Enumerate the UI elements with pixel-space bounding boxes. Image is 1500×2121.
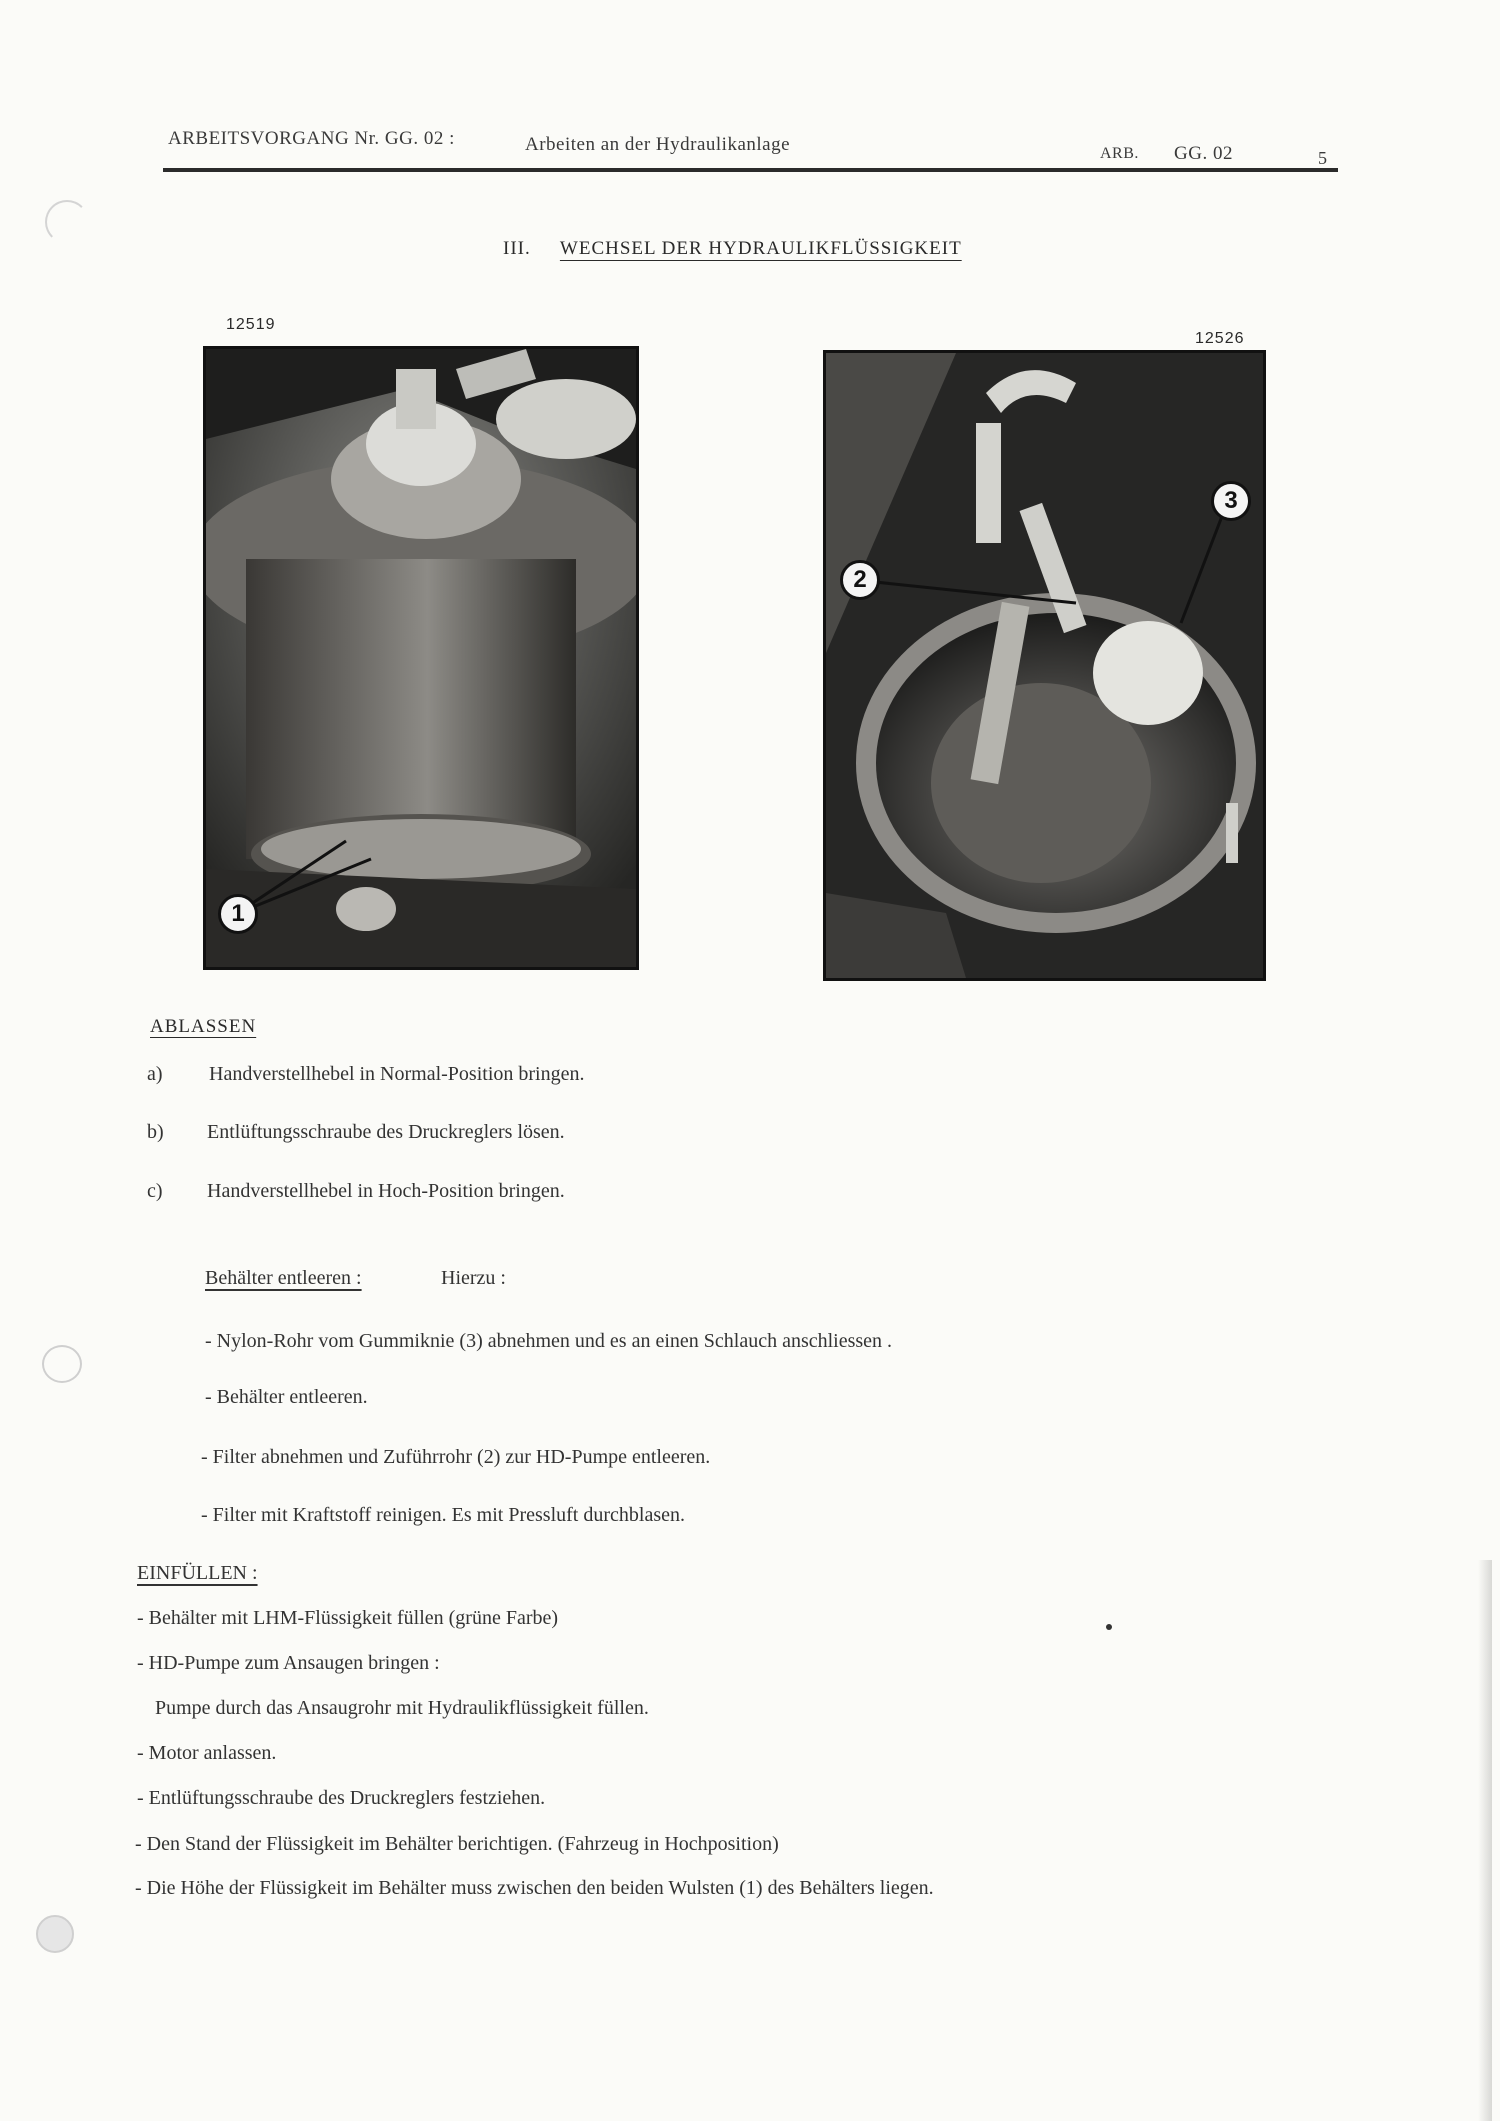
page-number: 5	[1318, 148, 1328, 168]
ablassen-heading: ABLASSEN	[150, 1016, 257, 1037]
behaelter-item-3: - Filter abnehmen und Zuführrohr (2) zur HD-Pumpe entleeren.	[201, 1446, 711, 1468]
behaelter-hint: Hierzu :	[441, 1267, 506, 1289]
ink-dot	[1106, 1624, 1112, 1630]
einfuellen-item-2: - HD-Pumpe zum Ansaugen bringen :	[137, 1652, 440, 1674]
punch-hole-mark-middle	[42, 1345, 82, 1383]
reservoir-top-illustration	[826, 353, 1263, 978]
section-heading: WECHSEL DER HYDRAULIKFLÜSSIGKEIT	[559, 238, 962, 259]
einfuellen-item-3: Pumpe durch das Ansaugrohr mit Hydraulikflüssigkeit füllen.	[155, 1697, 649, 1719]
arb-code: GG. 02	[1174, 143, 1233, 164]
punch-hole-mark-top	[45, 200, 89, 244]
callout-2: 2	[840, 560, 880, 600]
scan-edge-shadow	[1478, 1560, 1492, 2121]
einfuellen-item-5: - Entlüftungsschraube des Druckreglers festziehen.	[137, 1787, 546, 1809]
photo-reservoir-side	[203, 346, 639, 970]
step-b-text: Entlüftungsschraube des Druckreglers lösen.	[207, 1121, 565, 1143]
step-a-letter: a)	[147, 1063, 163, 1085]
callout-1: 1	[218, 894, 258, 934]
header-rule	[163, 168, 1338, 172]
arb-label: ARB.	[1100, 145, 1139, 162]
einfuellen-item-4: - Motor anlassen.	[137, 1742, 277, 1764]
einfuellen-item-6: - Den Stand der Flüssigkeit im Behälter berichtigen. (Fahrzeug in Hochposition)	[135, 1833, 779, 1855]
section-numeral: III.	[503, 238, 531, 259]
section-title	[503, 238, 962, 260]
callout-3: 3	[1211, 481, 1251, 521]
step-c-text: Handverstellhebel in Hoch-Position bringen.	[207, 1180, 565, 1202]
operation-number: ARBEITSVORGANG Nr. GG. 02 :	[168, 128, 455, 149]
einfuellen-item-7: - Die Höhe der Flüssigkeit im Behälter muss zwischen den beiden Wulsten (1) des Behälters liegen.	[135, 1877, 934, 1899]
reservoir-side-illustration	[206, 349, 636, 967]
step-c-letter: c)	[147, 1180, 163, 1202]
einfuellen-heading: EINFÜLLEN :	[137, 1562, 258, 1584]
operation-subject: Arbeiten an der Hydraulikanlage	[525, 134, 791, 155]
behaelter-label: Behälter entleeren :	[205, 1267, 362, 1289]
behaelter-item-4: - Filter mit Kraftstoff reinigen. Es mit Pressluft durchblasen.	[201, 1504, 685, 1526]
einfuellen-item-1: - Behälter mit LHM-Flüssigkeit füllen (grüne Farbe)	[137, 1607, 559, 1629]
photo-number-left: 12519	[226, 316, 276, 333]
step-b-letter: b)	[147, 1121, 164, 1143]
behaelter-item-1: - Nylon-Rohr vom Gummiknie (3) abnehmen und es an einen Schlauch anschliessen .	[205, 1330, 893, 1352]
photo-number-right: 12526	[1195, 330, 1245, 347]
punch-hole-mark-bottom	[36, 1915, 74, 1953]
behaelter-item-2: - Behälter entleeren.	[205, 1386, 368, 1408]
step-a-text: Handverstellhebel in Normal-Position bringen.	[209, 1063, 585, 1085]
photo-reservoir-top	[823, 350, 1266, 981]
